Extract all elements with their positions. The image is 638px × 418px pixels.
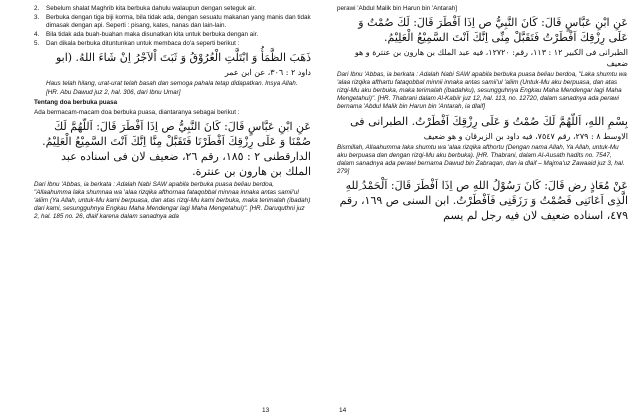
translation-4: Bismillah, Allaahumma laka shumtu wa 'alaa rizqika afthortu (Dengan nama Allah, Ya Allah, untuk-Mu aku berpuasa dan dengan rizqi-Mu aku berbuka). [HR. Thabrani, dalam Al-Ausath hadits no. 7547, dalam sanadnya ada perawi bernama Dawud bin Zabraqan, dan ia dlaif – Majma'uz Zawaaid juz 3, hal. 279] bbox=[337, 143, 625, 175]
list-item: 2. Sebelum shalat Maghrib kita berbuka dahulu walaupun dengan seteguk air. bbox=[34, 5, 257, 12]
arabic-hadith-3-ref: الاوسط ٨ : ٢٧٩، رقم ٧٥٤٧، فيه داود بن الزبرقان و هو ضعيف bbox=[423, 131, 628, 141]
translation-2: Dari Ibnu 'Abbas, ia berkata : Adalah Nabi SAW apabila berbuka puasa beliau berdoa, "Allaahumma laka shumnaa wa 'alaa rizqika afthornaa fataqobbal minnaa innaka antas samii'ul 'aliim (Ya Allah, untuk-Mu kami berpuasa, dan atas rizqi-Mu kami berbuka, maka terimalah (ibadah) dari kami, sesungguhnya Engkau Maha Mendengar lagi Maha Mengetahui)". [HR. Daruquthni juz 2, hal. 185 no. 26, dlaif karena dalam sanadnya ada bbox=[34, 180, 311, 221]
section-heading: Tentang doa berbuka puasa bbox=[34, 98, 118, 106]
arabic-hadith-2-ref: الطبرانى فى الكبير ١٢ : ١١٣، رقم: ١٢٧٢٠، فيه عبد الملك بن هارون بن عنترة و هو ضعيف bbox=[354, 48, 628, 69]
arabic-hadith-4: عَنْ مُعَاذٍ رض قَالَ: كَانَ رَسُوْلُ اللهِ ص اِذَا اَفْطَرَ قَالَ: اَلْحَمْدُ ِللهِ الَّذِى اَعَانَنِى فَصُمْتُ وَ رَزَقَنِى فَاَفْطَرْتُ. ابن السنى ص ١٦٩، رقم ٤٧٩، اسناده ضعيف لان فيه رجل لم يسم bbox=[339, 178, 628, 222]
right-page bbox=[319, 0, 638, 418]
list-item: 4. Bila tidak ada buah-buahan maka disunatkan kita untuk berbuka dengan air. bbox=[34, 31, 259, 39]
section-intro: Ada bermacam-macam doa berbuka puasa, diantaranya sebagai berikut : bbox=[34, 108, 240, 116]
arabic-doa-1: ذَهَبَ الظَّمَأُ وَ ابْتَلَّتِ الْعُرُوْقُ وَ ثَبَتَ اْلاَجْرُ اِنْ شَاءَ اللهُ. (ابو bbox=[55, 51, 311, 65]
page-number-right: 14 bbox=[339, 407, 347, 414]
continued-text: perawi 'Abdul Malik bin Harun bin 'Antarah] bbox=[337, 5, 458, 12]
translation-3: Dari Ibnu 'Abbas, ia berkata : Adalah Nabi SAW apabila berbuka puasa beliau berdoa, "Laka shumtu wa 'alaa rizqika afthartu fataqobbal minnii innaka antas samii'ul 'aliim (Untuk-Mu aku berpuasa, dan atas rizqi-Mu aku berbuka, maka terimalah (ibadahku), sesungguhnya Engkau Maha Mendengar lagi Maha Mengetahui)". [HR. Thabrani dalam Al-Kabiir juz 12, hal. 113, no. 12720, dalam sanadnya ada perawi bernama 'Abdul Malik bin Harun bin 'Antarah, ia dlaif] bbox=[337, 71, 627, 111]
arabic-hadith-2: عَنِ ابْنِ عَبَّاسٍ قَالَ: كَانَ النَّبِيُّ ص اِذَا اَفْطَرَ قَالَ: لَكَ صُمْتُ وَ عَلَى رِزْقِكَ اَفْطَرْتُ فَتَقَبَّلْ مِنِّى اِنَّكَ اَنْتَ السَّمِيْعُ الْعَلِيْمُ. bbox=[358, 16, 628, 45]
translation-1: Haus telah hilang, urat-urat telah basah dan semoga pahala tetap didapatkan. Insya Allah. [HR. Abu Dawud juz 2, hal. 306, dari Ibnu Umar] bbox=[46, 80, 298, 96]
list-item: 5. Dan dikala berbuka dituntunkan untuk membaca do'a seperti berikut : bbox=[34, 40, 240, 48]
tips-list bbox=[34, 5, 311, 48]
arabic-doa-1-ref: داود ٢ : ٣٠٦، عن ابن عمر bbox=[224, 68, 311, 78]
arabic-hadith-3: بِسْمِ اللهِ، اَللّهُمَّ لَكَ صُمْتُ وَ عَلَى رِزْقِكَ اَفْطَرْتُ. الطبرانى فى bbox=[350, 114, 628, 128]
list-item: 3. Berbuka dengan tiga biji korma, bila tidak ada, dengan sesuatu makanan yang manis dan tidak dimasak dengan api. Seperti : pisang, kates, nanas dan lain-lain. bbox=[34, 14, 311, 30]
page-number-left: 13 bbox=[262, 407, 270, 414]
arabic-hadith-1: عَنِ ابْنِ عَبَّاسٍ قَالَ: كَانَ النَّبِيُّ ص اِذَا اَفْطَرَ قَالَ: اَللّهُمَّ لَكَ صُمْنَا وَ عَلَى رِزْقِكَ اَفْطَرْنَا فَتَقَبَّلْ مِنَّا اِنَّكَ اَنْتَ السَّمِيْعُ الْعَلِيْمُ. الدارقطنى ٢ : ١٨٥، رقم ٢٦، ضعيف لان فى اسناده عبد الملك بن هارون بن عنترة. bbox=[42, 119, 311, 178]
